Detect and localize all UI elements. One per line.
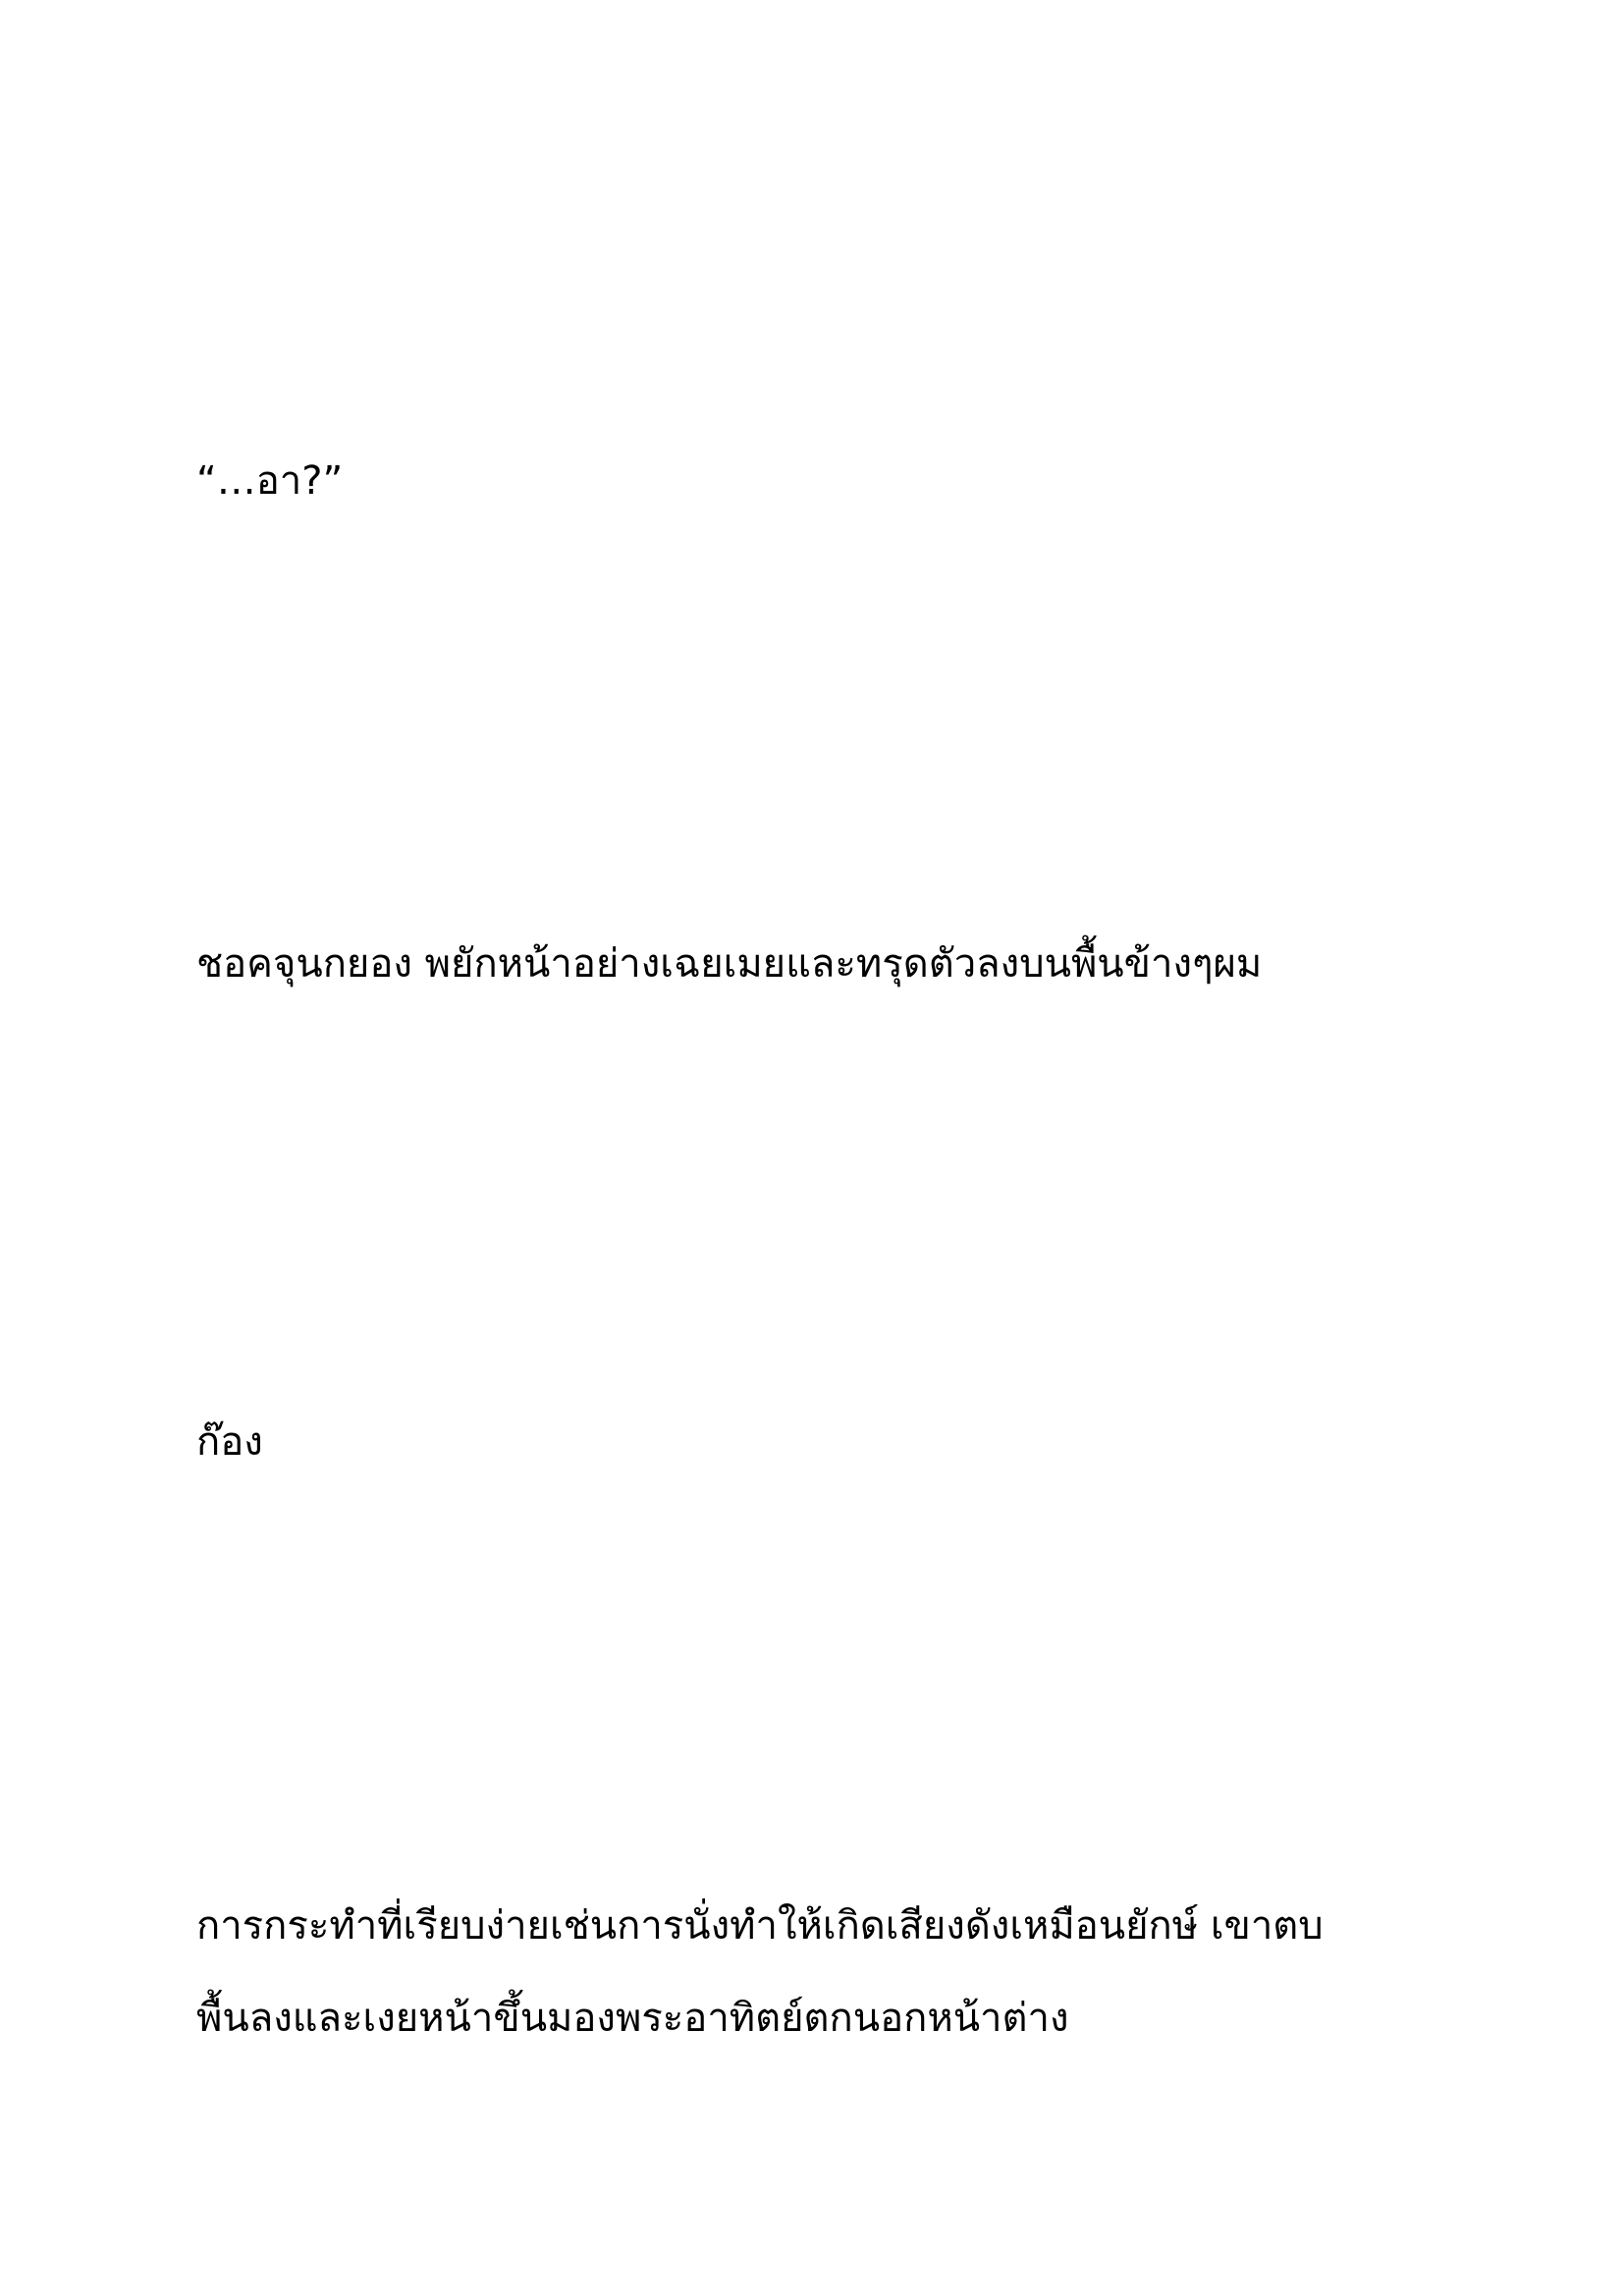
narration-paragraph-line-2: พื้นลงและเงยหน้าขึ้นมองพระอาทิตย์ตกนอกหน้าต่าง — [196, 1996, 1069, 2041]
narration-paragraph: ชอคจุนกยอง พยักหน้าอย่างเฉยเมยและทรุดตัวลงบนพื้นข้างๆผม — [196, 941, 1263, 987]
dialogue-line: “…อา?” — [196, 458, 344, 504]
narration-paragraph-line-1: การกระทำที่เรียบง่ายเช่นการนั่งทำให้เกิดเสียงดังเหมือนยักษ์ เขาตบ — [196, 1903, 1324, 1949]
sound-effect-line: ก๊อง — [196, 1419, 263, 1465]
